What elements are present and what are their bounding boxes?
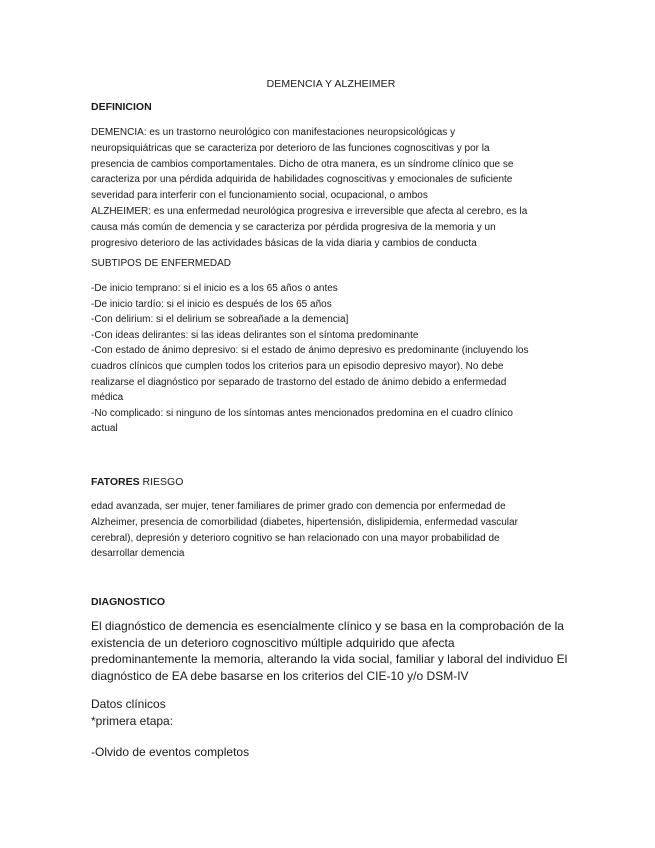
paragraph-line: severidad para interferir con el funcionamiento social, ocupacional, o ambos — [91, 190, 428, 202]
diagnostico-heading: DIAGNOSTICO — [91, 596, 166, 608]
paragraph-line: Alzheimer, presencia de comorbilidad (diabetes, hipertensión, dislipidemia, enfermedad vascular — [91, 516, 518, 528]
paragraph-line: Datos clínicos — [91, 697, 166, 711]
factores-heading — [91, 476, 183, 488]
paragraph-line: cerebral), depresión y deterioro cognitivo se han relacionado con una mayor probabilidad de — [91, 532, 500, 544]
list-item: médica — [91, 392, 124, 404]
datos-clinicos — [91, 696, 571, 729]
diagnostico-paragraph — [91, 618, 571, 684]
list-item: -No complicado: si ninguno de los síntomas antes mencionados predomina en el cuadro clínico — [91, 407, 513, 419]
olvido-item — [91, 744, 571, 761]
paragraph-line: diagnóstico de EA debe basarse en los criterios del CIE-10 y/o DSM-IV — [91, 668, 469, 683]
subtipos-heading: SUBTIPOS DE ENFERMEDAD — [91, 258, 232, 269]
paragraph-line: ALZHEIMER: es una enfermedad neurológica progresiva e irreversible que afecta al cerebro, es la — [91, 205, 528, 217]
list-item: -Olvido de eventos completos — [91, 745, 250, 759]
list-item: actual — [91, 423, 118, 435]
paragraph-line: *primera etapa: — [91, 713, 174, 728]
list-item: -Con delirium: si el delirium se sobreañade a la demencia] — [91, 314, 349, 326]
list-item: realizarse el diagnóstico por separado de trastorno del estado de ánimo debido a enfermedad — [91, 376, 507, 388]
paragraph-line: DEMENCIA: es un trastorno neurológico con manifestaciones neuropsicológicas y — [91, 127, 456, 138]
paragraph-line: edad avanzada, ser mujer, tener familiares de primer grado con demencia por enfermedad de — [91, 501, 506, 512]
paragraph-line: El diagnóstico de demencia es esencialmente clínico y se basa en la comprobación de la — [91, 619, 564, 633]
definicion-paragraph — [91, 125, 567, 251]
list-item: -Con ideas delirantes: si las ideas delirantes son el síntoma predominante — [91, 329, 419, 341]
paragraph-line: neuropsiquiátricas que se caracteriza por deterioro de las funciones cognoscitivas y por la — [91, 142, 490, 154]
paragraph-line: existencia de un deterioro cognoscitivo múltiple adquirido que afecta — [91, 635, 455, 650]
paragraph-line: desarrollar demencia — [91, 548, 185, 560]
subtipos-list — [91, 281, 571, 437]
paragraph-line: caracteriza por una pérdida adquirida de habilidades cognoscitivas y emocionales de suficiente — [91, 174, 513, 186]
factores-heading-rest: RIESGO — [139, 476, 184, 488]
paragraph-line: progresivo deterioro de las actividades básicas de la vida diaria y cambios de conducta — [91, 237, 477, 249]
list-item: cuadros clínicos que cumplen todos los criterios para un episodio depresivo mayor). No debe — [91, 360, 504, 372]
list-item: -De inicio tardío: si el inicio es después de los 65 años — [91, 298, 332, 310]
paragraph-line: presencia de cambios comportamentales. Dicho de otra manera, es un síndrome clínico que se — [91, 158, 514, 170]
factores-heading-bold: FATORES — [91, 476, 140, 488]
list-item: -De inicio temprano: si el inicio es a los 65 años o antes — [91, 283, 338, 294]
paragraph-line: predominantemente la memoria, alterando la vida social, familiar y laboral del individuo El — [91, 652, 568, 666]
paragraph-line: causa más común de demencia y se caracteriza por pérdida progresiva de la memoria y un — [91, 221, 496, 233]
document-title: DEMENCIA Y ALZHEIMER — [266, 78, 396, 90]
definicion-heading: DEFINICION — [91, 101, 152, 113]
factores-paragraph — [91, 499, 567, 562]
list-item: -Con estado de ánimo depresivo: si el estado de ánimo depresivo es predominante (incluyendo los — [91, 345, 529, 357]
